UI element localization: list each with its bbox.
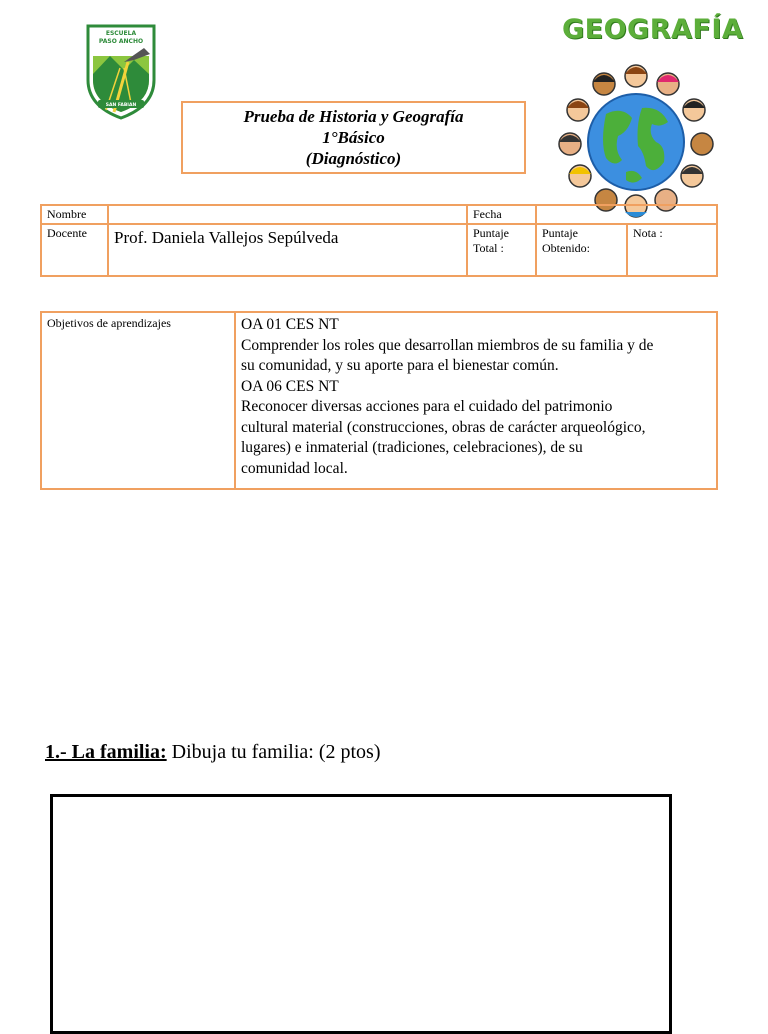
logo-text-line1: ESCUELA [105, 30, 137, 37]
puntaje-total-field[interactable] [467, 224, 536, 276]
drawing-area[interactable] [50, 794, 672, 1034]
question-1-text: Dibuja tu familia: (2 ptos) [166, 741, 381, 763]
exam-type: (Diagnóstico) [305, 149, 402, 168]
fecha-field[interactable] [536, 205, 717, 224]
logo-ribbon-text: SAN FABIAN [105, 103, 137, 108]
objectives-label: Objetivos de aprendizajes [41, 312, 235, 489]
question-1 [45, 741, 381, 764]
school-logo [84, 22, 158, 120]
docente-value: Prof. Daniela Vallejos Sepúlveda [108, 224, 467, 276]
fecha-label: Fecha [467, 205, 536, 224]
nombre-field[interactable] [108, 205, 467, 224]
question-1-label: 1.- La familia: [45, 741, 167, 763]
student-info-table [40, 204, 718, 277]
objective-line: Reconocer diversas acciones para el cuidado del patrimonio [241, 398, 613, 415]
objectives-table [40, 311, 718, 490]
objective-line: su comunidad, y su aporte para el bienestar común. [241, 357, 559, 374]
nota-field[interactable] [627, 224, 717, 276]
docente-label: Docente [41, 224, 108, 276]
objective-line: lugares) e inmaterial (tradiciones, celebraciones), de su [241, 439, 583, 456]
objective-line: Comprender los roles que desarrollan miembros de su familia y de [241, 336, 654, 354]
exam-title-box [181, 101, 526, 174]
objective-line: OA 01 CES NT [241, 316, 339, 333]
logo-text-line2: PASO ANCHO [98, 38, 144, 45]
puntaje-total-label-1: Puntaje [473, 226, 509, 240]
objective-line: OA 06 CES NT [241, 377, 339, 395]
objectives-content [235, 312, 717, 489]
globe-with-children-icon [556, 62, 716, 218]
puntaje-obtenido-label-1: Puntaje [542, 226, 578, 240]
puntaje-obtenido-label-2: Obtenido: [542, 241, 590, 255]
objective-line: comunidad local. [241, 459, 348, 477]
nombre-label: Nombre [41, 205, 108, 224]
geography-title: GEOGRAFÍA [562, 14, 744, 45]
puntaje-obtenido-field[interactable] [536, 224, 627, 276]
nota-label: Nota : [633, 226, 663, 240]
exam-grade: 1°Básico [322, 128, 385, 147]
exam-title: Prueba de Historia y Geografía [243, 107, 464, 126]
puntaje-total-label-2: Total : [473, 241, 504, 255]
objective-line: cultural material (construcciones, obras de carácter arqueológico, [241, 418, 646, 436]
